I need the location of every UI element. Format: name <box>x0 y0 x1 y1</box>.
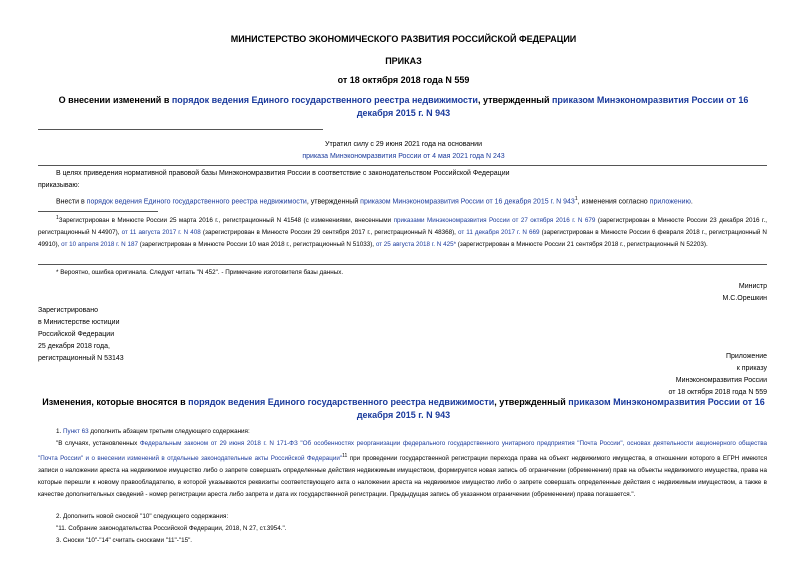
item-1-number: 1. <box>56 428 64 435</box>
preamble-link-appendix[interactable]: приложению <box>649 198 691 206</box>
item-2-quote: "11. Собрание законодательства Российской Федерации, 2018, N 27, ст.3954.". <box>56 525 287 532</box>
appendix-line: от 18 октября 2018 года N 559 <box>668 389 767 396</box>
document-title <box>40 94 767 120</box>
preamble-mid2: , изменения согласно <box>577 198 650 206</box>
changes-title-prefix: Изменения, которые вносятся в <box>42 397 189 407</box>
footnote-text: (зарегистрирован в Минюсте России 6 февраля 2018 г., регистрационный N 49910), <box>38 229 767 249</box>
signature-position: Министр <box>738 283 767 290</box>
footnote-link-order-408[interactable]: от 11 августа 2017 г. N 408 <box>121 229 201 237</box>
item-1-quote <box>38 438 767 501</box>
footnote-ref[interactable]: 1 <box>574 196 578 202</box>
quote-rest: при проведении государственной регистрации перехода права на объект недвижимого имущества, в отношении которого в ЕГРН имеются записи о наложении ареста на недвижимое имущество либо о запрете совершать определенные действия недвижимым имуществом, формируется новая запись об ограничении (обременении) прав на объекты недвижимого имущества, права на которые перешли к новому правообладателю, в которой указываются реквизиты соответствующего акта о наложении ареста на недвижимое имущество либо о запрете совершать определенные действия с недвижимым имуществом, а также в качестве дополнительных сведений - номер регистрации ареста либо запрета и дата их государственной регистрации. Предыдущая запись об указанном ограничении (обременении) права погашается.". <box>38 455 767 499</box>
footnote-text: (зарегистрирован в Минюсте России 21 сентября 2018 г., регистрационный N 52203). <box>456 241 708 249</box>
footnote-link-order-425[interactable]: от 25 августа 2018 г. N 425* <box>375 241 457 249</box>
preamble-link-order-943[interactable]: приказом Минэкономразвития России от 16 декабря 2015 г. N 943 <box>360 198 575 206</box>
footnote-text: (зарегистрирован в Минюсте России 23 декабря 2016 г., регистрационный N 44907), <box>38 217 767 237</box>
ministry-heading: МИНИСТЕРСТВО ЭКОНОМИЧЕСКОГО РАЗВИТИЯ РОССИЙСКОЙ ФЕДЕРАЦИИ <box>230 34 577 44</box>
title-link-registry-procedure[interactable]: порядок ведения Единого государственного реестра недвижимости <box>171 95 478 105</box>
appendix-line: Минэкономразвития России <box>675 377 767 384</box>
item-1-text: дополнить абзацем третьим следующего содержания: <box>88 428 250 435</box>
changes-title-link-order-943[interactable]: приказом Минэкономразвития России от 16 декабря 2015 г. N 943 <box>356 397 765 420</box>
title-prefix: О внесении изменений в <box>58 95 172 105</box>
item-3: 3. Сноски "10"-"14" считать сносками "11"-"15". <box>56 537 193 544</box>
preamble-paragraph <box>56 193 767 208</box>
divider <box>38 264 767 265</box>
registration-line: в Министерстве юстиции <box>38 319 120 326</box>
title-middle: , утвержденный <box>477 95 552 105</box>
item-1-link-point-63[interactable]: Пункт 63 <box>63 428 89 435</box>
preamble-text: В целях приведения нормативной правовой базы Минэкономразвития России в соответствие с законодательством Российской Федерации <box>56 170 510 177</box>
signature-name: М.С.Орешкин <box>722 295 767 302</box>
item-1 <box>56 426 767 438</box>
footnote-number: 1 <box>56 215 59 221</box>
appendix-line: к приказу <box>736 365 767 372</box>
footnote-1 <box>38 212 767 251</box>
footnote-text: Зарегистрирован в Минюсте России 25 марта 2016 г., регистрационный N 41548 (с изменениями, внесенными <box>58 217 394 225</box>
footnote-text: (зарегистрирован в Минюсте России 29 сентября 2017 г., регистрационный N 48368), <box>200 229 458 237</box>
status-line: Утратил силу с 29 июня 2021 года на основании <box>325 141 482 148</box>
footnote-link-order-187[interactable]: от 10 апреля 2018 г. N 187 <box>61 241 138 249</box>
registration-block <box>38 305 338 365</box>
registration-line: регистрационный N 53143 <box>38 355 124 362</box>
doc-type: ПРИКАЗ <box>385 56 422 66</box>
preamble-mid: , утвержденный <box>306 198 361 206</box>
appendix-reference <box>467 351 767 399</box>
registration-line: Зарегистрировано <box>38 307 98 314</box>
preamble-order: приказываю: <box>38 182 80 189</box>
title-link-order-943[interactable]: приказом Минэкономразвития России от 16 декабря 2015 г. N 943 <box>356 95 749 118</box>
footnote-link-order-679[interactable]: приказами Минэкономразвития России от 27 октября 2016 г. N 679 <box>393 217 596 225</box>
appendix-line: Приложение <box>725 353 767 360</box>
editor-note: * Вероятно, ошибка оригинала. Следует читать "N 452". - Примечание изготовителя базы данных. <box>56 269 344 276</box>
changes-title-middle: , утвержденный <box>494 397 569 407</box>
divider <box>38 165 767 166</box>
quote-open: "В случаях, установленных <box>56 440 140 447</box>
status-link[interactable]: приказа Минэкономразвития России от 4 мая 2021 года N 243 <box>302 153 505 160</box>
quote-link-federal-law-171[interactable]: Федеральным законом от 29 июня 2018 г. N 171-ФЗ "Об особенностях реорганизации федерального государственного унитарного предприятия "Почта России", основах деятельности акционерного общества "Почта России" и о внесении изменений в отдельные законодательные акты Российской Федерации" <box>38 440 767 463</box>
registration-line: Российской Федерации <box>38 331 115 338</box>
quote-footnote-ref[interactable]: 11 <box>342 453 348 459</box>
item-2: 2. Дополнить новой сноской "10" следующего содержания: <box>56 513 229 520</box>
doc-date-number: от 18 октября 2018 года N 559 <box>337 75 470 85</box>
preamble-link-registry-procedure[interactable]: порядок ведения Единого государственного реестра недвижимости <box>86 198 307 206</box>
changes-title <box>40 396 767 422</box>
changes-title-link-registry-procedure[interactable]: порядок ведения Единого государственного реестра недвижимости <box>188 397 495 407</box>
footnote-text: (зарегистрирован в Минюсте России 10 мая 2018 г., регистрационный N 51033), <box>138 241 376 249</box>
footnote-link-order-669[interactable]: от 11 декабря 2017 г. N 669 <box>457 229 540 237</box>
divider <box>38 129 323 130</box>
preamble-end: . <box>690 198 693 206</box>
preamble-prefix: Внести в <box>56 198 87 206</box>
registration-line: 25 декабря 2018 года, <box>38 343 110 350</box>
